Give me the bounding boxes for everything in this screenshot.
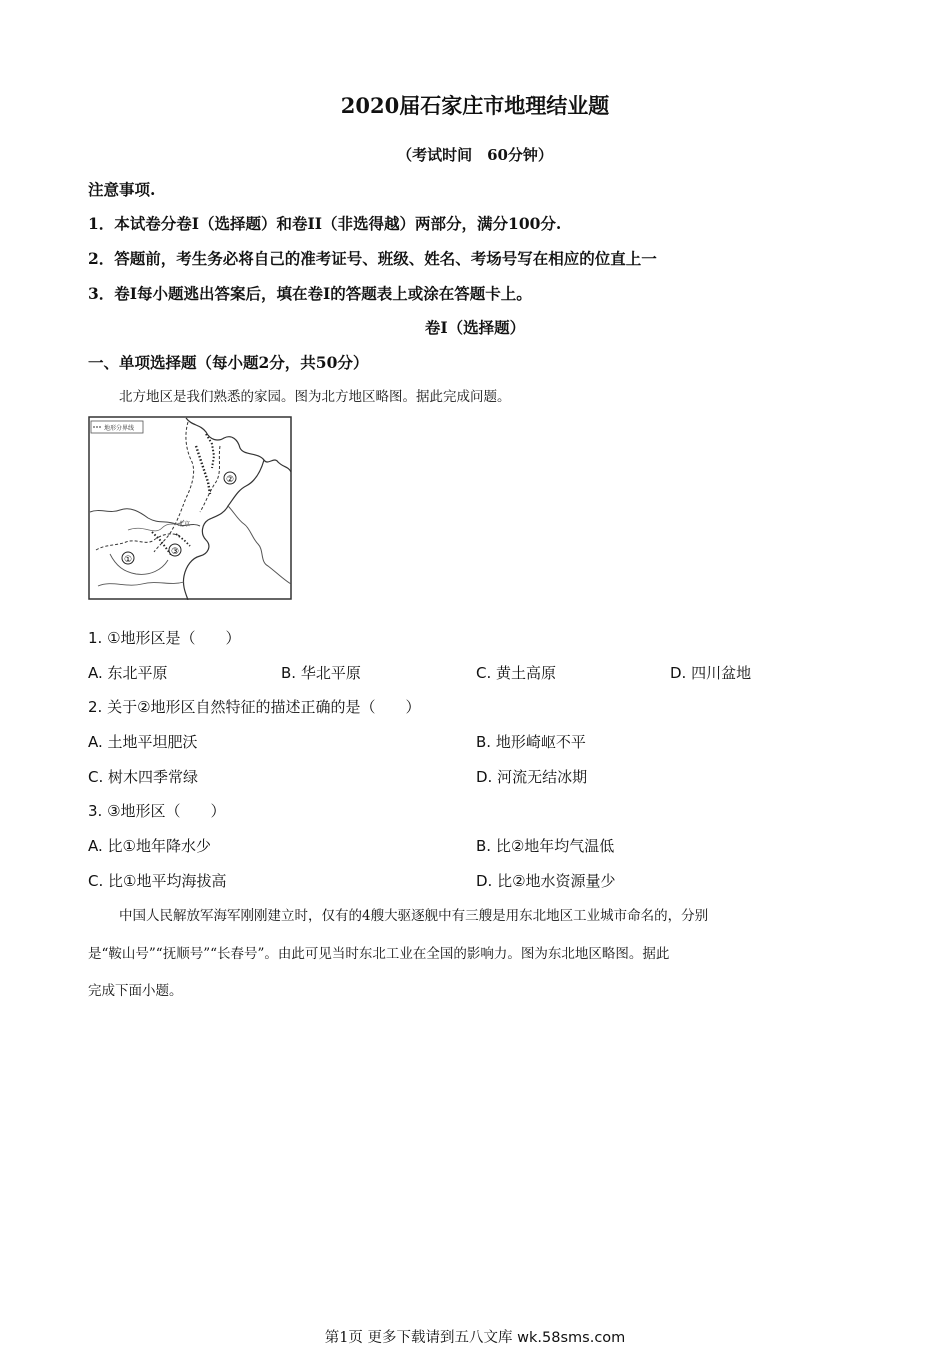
question-3-option-b: B. 比②地年均气温低 — [476, 837, 615, 855]
map-legend: 地形分界线 — [104, 425, 135, 432]
exam-duration: （考试时间 60分钟） — [397, 146, 553, 164]
notice-item-1: 1．本试卷分卷Ⅰ（选择题）和卷II（非选得越）两部分，满分100分. — [88, 214, 562, 233]
question-2-option-d: D. 河流无结冰期 — [476, 768, 588, 786]
passage-2-line-2: 是“鞍山号”“抚顺号”“长春号”。由此可见当时东北工业在全国的影响力。图为东北地区略图。据此 — [88, 946, 670, 962]
notice-heading: 注意事项. — [88, 180, 156, 199]
question-1-option-b: B. 华北平原 — [281, 664, 361, 682]
passage-1: 北方地区是我们熟悉的家园。图为北方地区略图。据此完成问题。 — [119, 389, 511, 405]
notice-item-3: 3．卷Ⅰ每小题逃出答案后，填在卷Ⅰ的答题表上或涂在答题卡上。 — [88, 284, 532, 303]
exam-title: 2020届石家庄市地理结业题 — [340, 93, 610, 118]
part-title: 一、单项选择题（每小题2分，共50分） — [88, 353, 369, 372]
map-label-2: ② — [225, 475, 235, 485]
passage-2-line-3: 完成下面小题。 — [88, 983, 183, 999]
question-3-stem: 3. ③地形区（ ） — [88, 802, 226, 820]
question-1-stem: 1. ①地形区是（ ） — [88, 629, 241, 647]
map-label-1: ① — [123, 555, 133, 565]
question-1-option-d: D. 四川盆地 — [670, 664, 752, 682]
question-2-option-c: C. 树木四季常绿 — [88, 768, 199, 786]
question-1-option-c: C. 黄土高原 — [476, 664, 557, 682]
question-3-option-c: C. 比①地平均海拔高 — [88, 872, 227, 890]
north-china-map — [88, 416, 292, 600]
footer-site-link[interactable]: wk.58sms.com — [517, 1330, 626, 1346]
question-2-option-a: A. 土地平坦肥沃 — [88, 733, 198, 751]
question-3-option-a: A. 比①地年降水少 — [88, 837, 211, 855]
passage-2-line-1: 中国人民解放军海军刚刚建立时，仅有的4艘大驱逐舰中有三艘是用东北地区工业城市命名的，分别 — [119, 908, 709, 924]
map-label-3: ③ — [170, 547, 180, 557]
map-label-beijing: 北京 — [178, 521, 191, 528]
question-2-option-b: B. 地形崎岖不平 — [476, 733, 586, 751]
question-2-stem: 2. 关于②地形区自然特征的描述正确的是（ ） — [88, 698, 421, 716]
question-1-option-a: A. 东北平原 — [88, 664, 168, 682]
question-3-option-d: D. 比②地水资源量少 — [476, 872, 616, 890]
footer-text: 第1页 更多下载请到五八文库 — [324, 1330, 513, 1346]
notice-item-2: 2．答题前，考生务必将自己的准考证号、班级、姓名、考场号写在相应的位直上一 — [88, 249, 657, 268]
section-title: 卷Ⅰ（选择题） — [424, 318, 526, 337]
